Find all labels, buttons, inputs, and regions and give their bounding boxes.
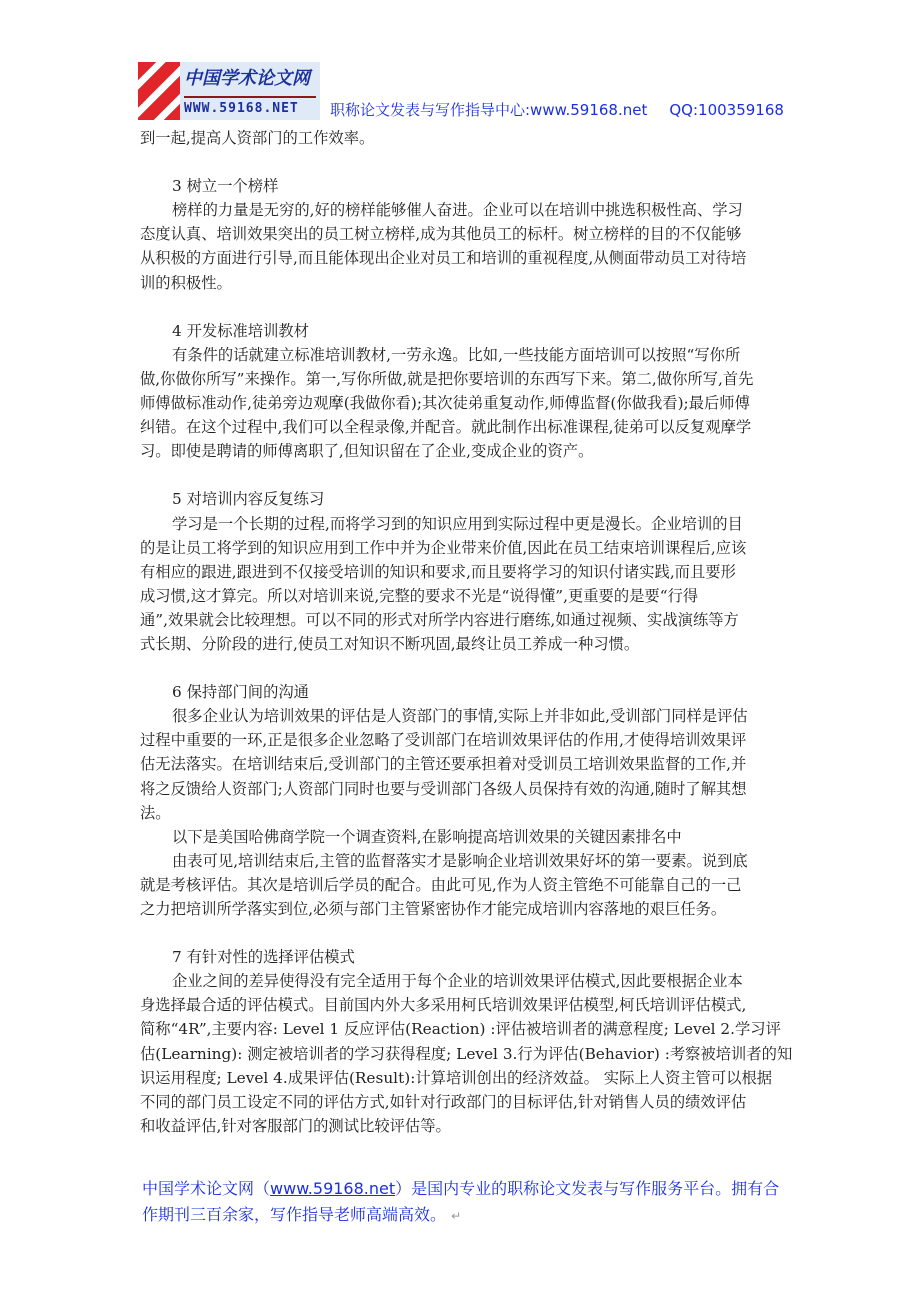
document-body — [140, 126, 793, 1138]
text-line: 估无法落实。在培训结束后,受训部门的主管还要承担着对受训员工培训效果监督的工作,并 — [140, 755, 747, 774]
text-line: 和收益评估,针对客服部门的测试比较评估等。 — [140, 1116, 451, 1135]
text-line: 估(Learning): 测定被培训者的学习获得程度; Level 3.行为评估(Behavior) :考察被培训者的知 — [140, 1044, 793, 1063]
text-line: 学习是一个长期的过程,而将学习到的知识应用到实际过程中更是漫长。企业培训的目 — [172, 514, 743, 533]
paragraph — [140, 126, 790, 150]
text-line: 之力把培训所学落实到位,必须与部门主管紧密协作才能完成培训内容落地的艰巨任务。 — [140, 900, 727, 918]
text-line: 态度认真、培训效果突出的员工树立榜样,成为其他员工的标杆。树立榜样的目的不仅能够 — [140, 225, 742, 244]
text-line: 简称“4R”,主要内容: Level 1 反应评估(Reaction) :评估被培训者的满意程度; Level 2.学习评 — [140, 1020, 781, 1039]
text-line: 有相应的跟进,跟进到不仅接受培训的知识和要求,而且要将学习的知识付诸实践,而且要形 — [140, 562, 736, 581]
header-qq: QQ:100359168 — [669, 101, 784, 119]
text-line: 很多企业认为培训效果的评估是人资部门的事情,实际上并非如此,受训部门同样是评估 — [172, 707, 748, 726]
paragraph — [140, 969, 793, 1138]
section-heading: 6 保持部门间的沟通 — [172, 683, 309, 702]
footer-promo — [142, 1176, 792, 1229]
footer-suffix: ）是国内专业的职称论文发表与写作服务平台。拥有合作期刊三百余家，写作指导老师高端高效。 — [142, 1179, 780, 1224]
text-line: 的是让员工将学到的知识应用到工作中并为企业带来价值,因此在员工结束培训课程后,应该 — [140, 538, 747, 557]
text-line: 法。 — [140, 803, 171, 822]
paragraph — [140, 704, 790, 824]
paragraph — [140, 512, 790, 657]
text-line: 以下是美国哈佛商学院一个调查资料,在影响提高培训效果的关键因素排名中 — [172, 827, 682, 846]
text-line: 习。即使是聘请的师傅离职了,但知识留在了企业,变成企业的资产。 — [140, 442, 594, 461]
text-line: 不同的部门员工设定不同的评估方式,如针对行政部门的目标评估,针对销售人员的绩效评估 — [140, 1092, 747, 1111]
text-line: 过程中重要的一环,正是很多企业忽略了受训部门在培训效果评估的作用,才使得培训效果评 — [140, 731, 747, 750]
paragraph-spacer — [140, 921, 790, 945]
section-heading: 7 有针对性的选择评估模式 — [172, 948, 355, 967]
text-line: 由表可见,培训结束后,主管的监督落实才是影响企业培训效果好坏的第一要素。说到底 — [172, 851, 748, 870]
text-line: 通”,效果就会比较理想。可以不同的形式对所学内容进行磨练,如通过视频、实战演练等方 — [140, 610, 739, 629]
text-line: 就是考核评估。其次是培训后学员的配合。由此可见,作为人资主管绝不可能靠自己的一己 — [140, 875, 742, 894]
header-center-text: 职称论文发表与写作指导中心:www.59168.net — [330, 101, 648, 119]
text-line: 式长期、分阶段的进行,使员工对知识不断巩固,最终让员工养成一种习惯。 — [140, 634, 640, 653]
footer-link[interactable]: www.59168.net — [270, 1179, 396, 1198]
paragraph-spacer — [140, 463, 790, 487]
logo-stripe-icon — [138, 62, 180, 120]
section-heading: 5 对培训内容反复练习 — [172, 490, 325, 509]
text-line: 企业之间的差异使得没有完全适用于每个企业的培训效果评估模式,因此要根据企业本 — [172, 972, 743, 991]
return-mark-icon: ↵ — [451, 1209, 462, 1223]
logo-divider — [184, 96, 316, 98]
text-line: 有条件的话就建立标准培训教材,一劳永逸。比如,一些技能方面培训可以按照“写你所 — [172, 345, 741, 364]
text-line: 从积极的方面进行引导,而且能体现出企业对员工和培训的重视程度,从侧面带动员工对待培 — [140, 249, 747, 268]
paragraph — [140, 849, 790, 921]
site-logo[interactable] — [138, 62, 320, 120]
paragraph — [140, 198, 790, 294]
logo-url-text: WWW.59168.NET — [184, 101, 299, 116]
text-line: 做,你做你所写”来操作。第一,写你所做,就是把你要培训的东西写下来。第二,做你所写,首先 — [140, 369, 754, 388]
paragraph-spacer — [140, 150, 790, 174]
text-line: 将之反馈给人资部门;人资部门同时也要与受训部门各级人员保持有效的沟通,随时了解其想 — [140, 779, 747, 798]
section-heading: 4 开发标准培训教材 — [172, 321, 309, 340]
text-line: 榜样的力量是无穷的,好的榜样能够催人奋进。企业可以在培训中挑选积极性高、学习 — [172, 201, 743, 220]
section-heading: 3 树立一个榜样 — [172, 177, 279, 196]
text-line: 成习惯,这才算完。所以对培训来说,完整的要求不光是“说得懂”,更重要的是要“行得 — [140, 586, 699, 605]
paragraph — [140, 825, 790, 849]
logo-cn-text: 中国学术论文网 — [184, 68, 310, 89]
text-line: 纠错。在这个过程中,我们可以全程录像,并配音。就此制作出标准课程,徒弟可以反复观摩学 — [140, 418, 752, 437]
text-line: 身选择最合适的评估模式。目前国内外大多采用柯氏培训效果评估模型,柯氏培训评估模式, — [140, 996, 747, 1015]
text-line: 师傅做标准动作,徒弟旁边观摩(我做你看);其次徒弟重复动作,师傅监督(你做我看);最后师傅 — [140, 394, 750, 413]
header-banner — [330, 100, 784, 120]
paragraph-spacer — [140, 295, 790, 319]
paragraph — [140, 343, 790, 463]
paragraph-spacer — [140, 656, 790, 680]
text-line: 到一起,提高人资部门的工作效率。 — [140, 129, 375, 147]
text-line: 训的积极性。 — [140, 273, 232, 292]
footer-prefix: 中国学术论文网（ — [142, 1179, 271, 1198]
text-line: 识运用程度; Level 4.成果评估(Result):计算培训创出的经济效益。 实际上人资主管可以根据 — [140, 1068, 773, 1087]
